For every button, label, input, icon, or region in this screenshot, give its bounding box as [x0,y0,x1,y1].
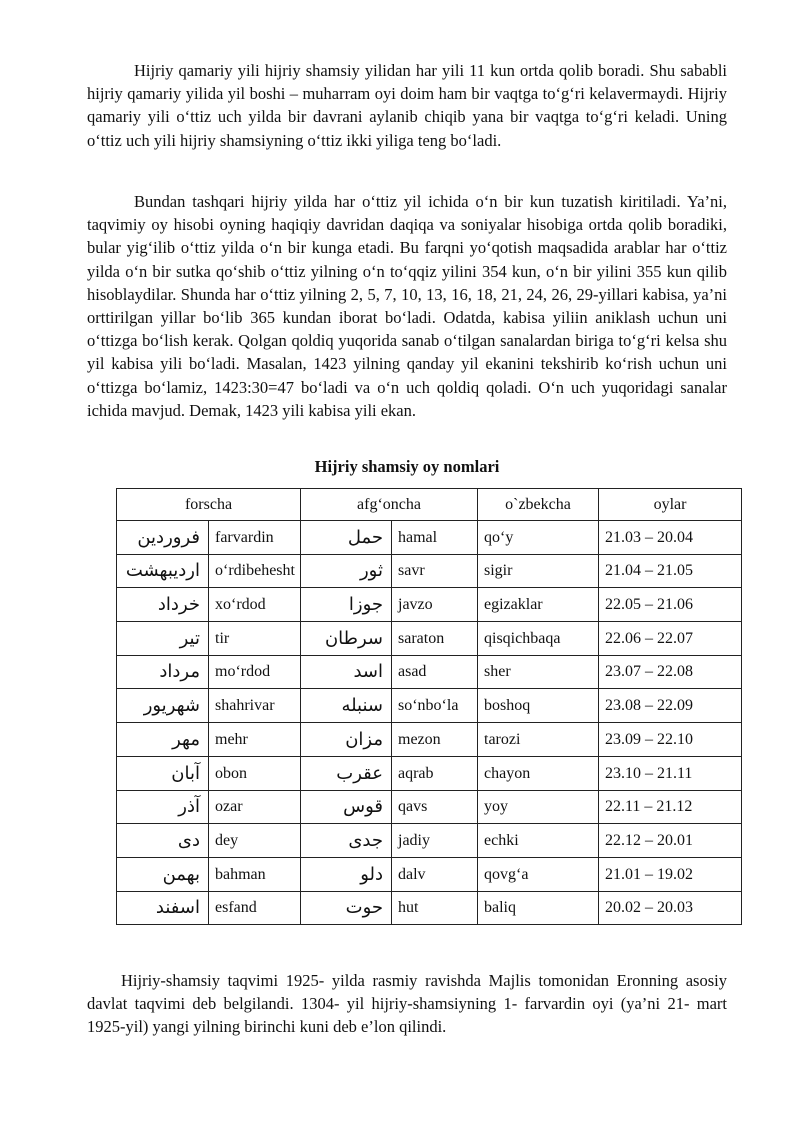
paragraph-leap-years: Bundan tashqari hijriy yilda har o‘ttiz yil ichida o‘n bir kun tuzatish kiritiladi. Ya’ni, taqvimiy oy hisobi oyning haqiqiy davridan daqiqa va soniyalar hisobiga ortda qolib boradiki, bular yig‘ilib o‘ttiz yilda o‘n bir kunga etadi. Bu farqni yo‘qotish maqsadida arablar har o‘ttiz yilda o‘n bir sutka qo‘shib o‘ttiz yilning o‘n to‘qqiz yilini 354 kun, o‘n bir yilini 355 kun qilib hisoblaydilar. Shunda har o‘ttiz yilning 2, 5, 7, 10, 13, 16, 18, 21, 24, 26, 29-yillari kabisa, ya’ni orttirilgan yillar bo‘lib 365 kundan iborat bo‘ladi. Odatda, kabisa yiliin aniklash uchun uni o‘ttizga bo‘lish kerak. Qolgan qoldiq yuqorida sanab o‘tilgan sanalardan biriga to‘g‘ri kelsa shu yil kabisa yili bo‘ladi. Masalan, 1423 yilning qanday yil ekanini tekshirib ko‘rish uchun uni o‘ttizga bo‘lamiz, 1423:30=47 bo‘ladi va o‘n uch qoldiq qoladi. O‘n uch yuqoridagi sanalar ichida mavjud. Demak, 1423 yili kabisa yili ekan. [87,192,727,420]
table-header-row [117,489,742,521]
persian-latin-cell: dey [209,824,301,858]
persian-script-cell: فروردین [117,521,209,555]
table-row [117,824,742,858]
uzbek-cell: baliq [478,891,599,925]
afghan-latin-cell: javzo [392,588,478,622]
persian-latin-cell: bahman [209,857,301,891]
persian-script-cell: دی [117,824,209,858]
table-caption: Hijriy shamsiy oy nomlari [314,457,500,476]
persian-latin-cell: tir [209,622,301,656]
persian-latin-cell: esfand [209,891,301,925]
uzbek-cell: qisqichbaqa [478,622,599,656]
table-row [117,588,742,622]
uzbek-cell: qo‘y [478,521,599,555]
dates-cell: 20.02 – 20.03 [599,891,742,925]
persian-latin-cell: obon [209,756,301,790]
dates-cell: 22.05 – 21.06 [599,588,742,622]
dates-cell: 23.10 – 21.11 [599,756,742,790]
afghan-latin-cell: so‘nbo‘la [392,689,478,723]
afghan-latin-cell: savr [392,554,478,588]
uzbek-cell: echki [478,824,599,858]
uzbek-cell: qovg‘a [478,857,599,891]
table-row [117,655,742,689]
persian-latin-cell: ozar [209,790,301,824]
afghan-script-cell: ثور [301,554,392,588]
table-row [117,689,742,723]
uzbek-cell: sher [478,655,599,689]
afghan-script-cell: مزان [301,723,392,757]
header-months: oylar [599,489,742,521]
persian-script-cell: آذر [117,790,209,824]
afghan-script-cell: قوس [301,790,392,824]
afghan-script-cell: سنبله [301,689,392,723]
month-names-table [116,488,742,925]
persian-latin-cell: shahrivar [209,689,301,723]
uzbek-cell: chayon [478,756,599,790]
table-row [117,790,742,824]
afghan-latin-cell: hamal [392,521,478,555]
header-persian: forscha [117,489,301,521]
dates-cell: 22.12 – 20.01 [599,824,742,858]
persian-script-cell: اردیبهشت [117,554,209,588]
persian-latin-cell: o‘rdibehesht [209,554,301,588]
persian-latin-cell: xo‘rdod [209,588,301,622]
dates-cell: 21.03 – 20.04 [599,521,742,555]
header-afghan: afg‘oncha [301,489,478,521]
uzbek-cell: boshoq [478,689,599,723]
persian-latin-cell: mehr [209,723,301,757]
persian-latin-cell: mo‘rdod [209,655,301,689]
afghan-latin-cell: saraton [392,622,478,656]
persian-script-cell: مهر [117,723,209,757]
afghan-script-cell: جوزا [301,588,392,622]
persian-script-cell: آبان [117,756,209,790]
afghan-latin-cell: mezon [392,723,478,757]
dates-cell: 22.11 – 21.12 [599,790,742,824]
uzbek-cell: sigir [478,554,599,588]
persian-script-cell: شهریور [117,689,209,723]
persian-script-cell: تیر [117,622,209,656]
afghan-latin-cell: aqrab [392,756,478,790]
persian-script-cell: خرداد [117,588,209,622]
afghan-latin-cell: asad [392,655,478,689]
table-row [117,723,742,757]
afghan-script-cell: حوت [301,891,392,925]
afghan-latin-cell: dalv [392,857,478,891]
dates-cell: 23.08 – 22.09 [599,689,742,723]
afghan-latin-cell: qavs [392,790,478,824]
table-row [117,857,742,891]
persian-script-cell: مرداد [117,655,209,689]
table-row [117,756,742,790]
header-uzbek: o`zbekcha [478,489,599,521]
paragraph-lunar-year: Hijriy qamariy yili hijriy shamsiy yilidan har yili 11 kun ortda qolib boradi. Shu sababli hijriy qamariy yilida yil boshi – muharram oyi doim ham bir vaqtga to‘g‘ri kelavermaydi. Hijriy qamariy yili o‘ttiz uch yilda bir davrani aylanib chiqib yana bir vaqtga to‘g‘ri keladi. Uning o‘ttiz uch yili hijriy shamsiyning o‘ttiz ikki yiliga teng bo‘ladi. [87,61,727,150]
afghan-script-cell: جدی [301,824,392,858]
dates-cell: 22.06 – 22.07 [599,622,742,656]
afghan-latin-cell: jadiy [392,824,478,858]
dates-cell: 23.07 – 22.08 [599,655,742,689]
dates-cell: 23.09 – 22.10 [599,723,742,757]
uzbek-cell: egizaklar [478,588,599,622]
table-row [117,521,742,555]
paragraph-official-calendar: Hijriy-shamsiy taqvimi 1925- yilda rasmiy ravishda Majlis tomonidan Eronning asosiy davlat taqvimi deb belgilandi. 1304- yil hijriy-shamsiyning 1- farvardin oyi (ya’ni 21- mart 1925-yil) yangi yilning birinchi kuni deb e’lon qilindi. [87,971,727,1037]
table-row [117,554,742,588]
dates-cell: 21.04 – 21.05 [599,554,742,588]
dates-cell: 21.01 – 19.02 [599,857,742,891]
persian-script-cell: اسفند [117,891,209,925]
afghan-script-cell: حمل [301,521,392,555]
table-row [117,891,742,925]
persian-script-cell: بهمن [117,857,209,891]
afghan-script-cell: دلو [301,857,392,891]
afghan-script-cell: عقرب [301,756,392,790]
table-row [117,622,742,656]
afghan-script-cell: سرطان [301,622,392,656]
uzbek-cell: yoy [478,790,599,824]
persian-latin-cell: farvardin [209,521,301,555]
afghan-latin-cell: hut [392,891,478,925]
afghan-script-cell: اسد [301,655,392,689]
uzbek-cell: tarozi [478,723,599,757]
